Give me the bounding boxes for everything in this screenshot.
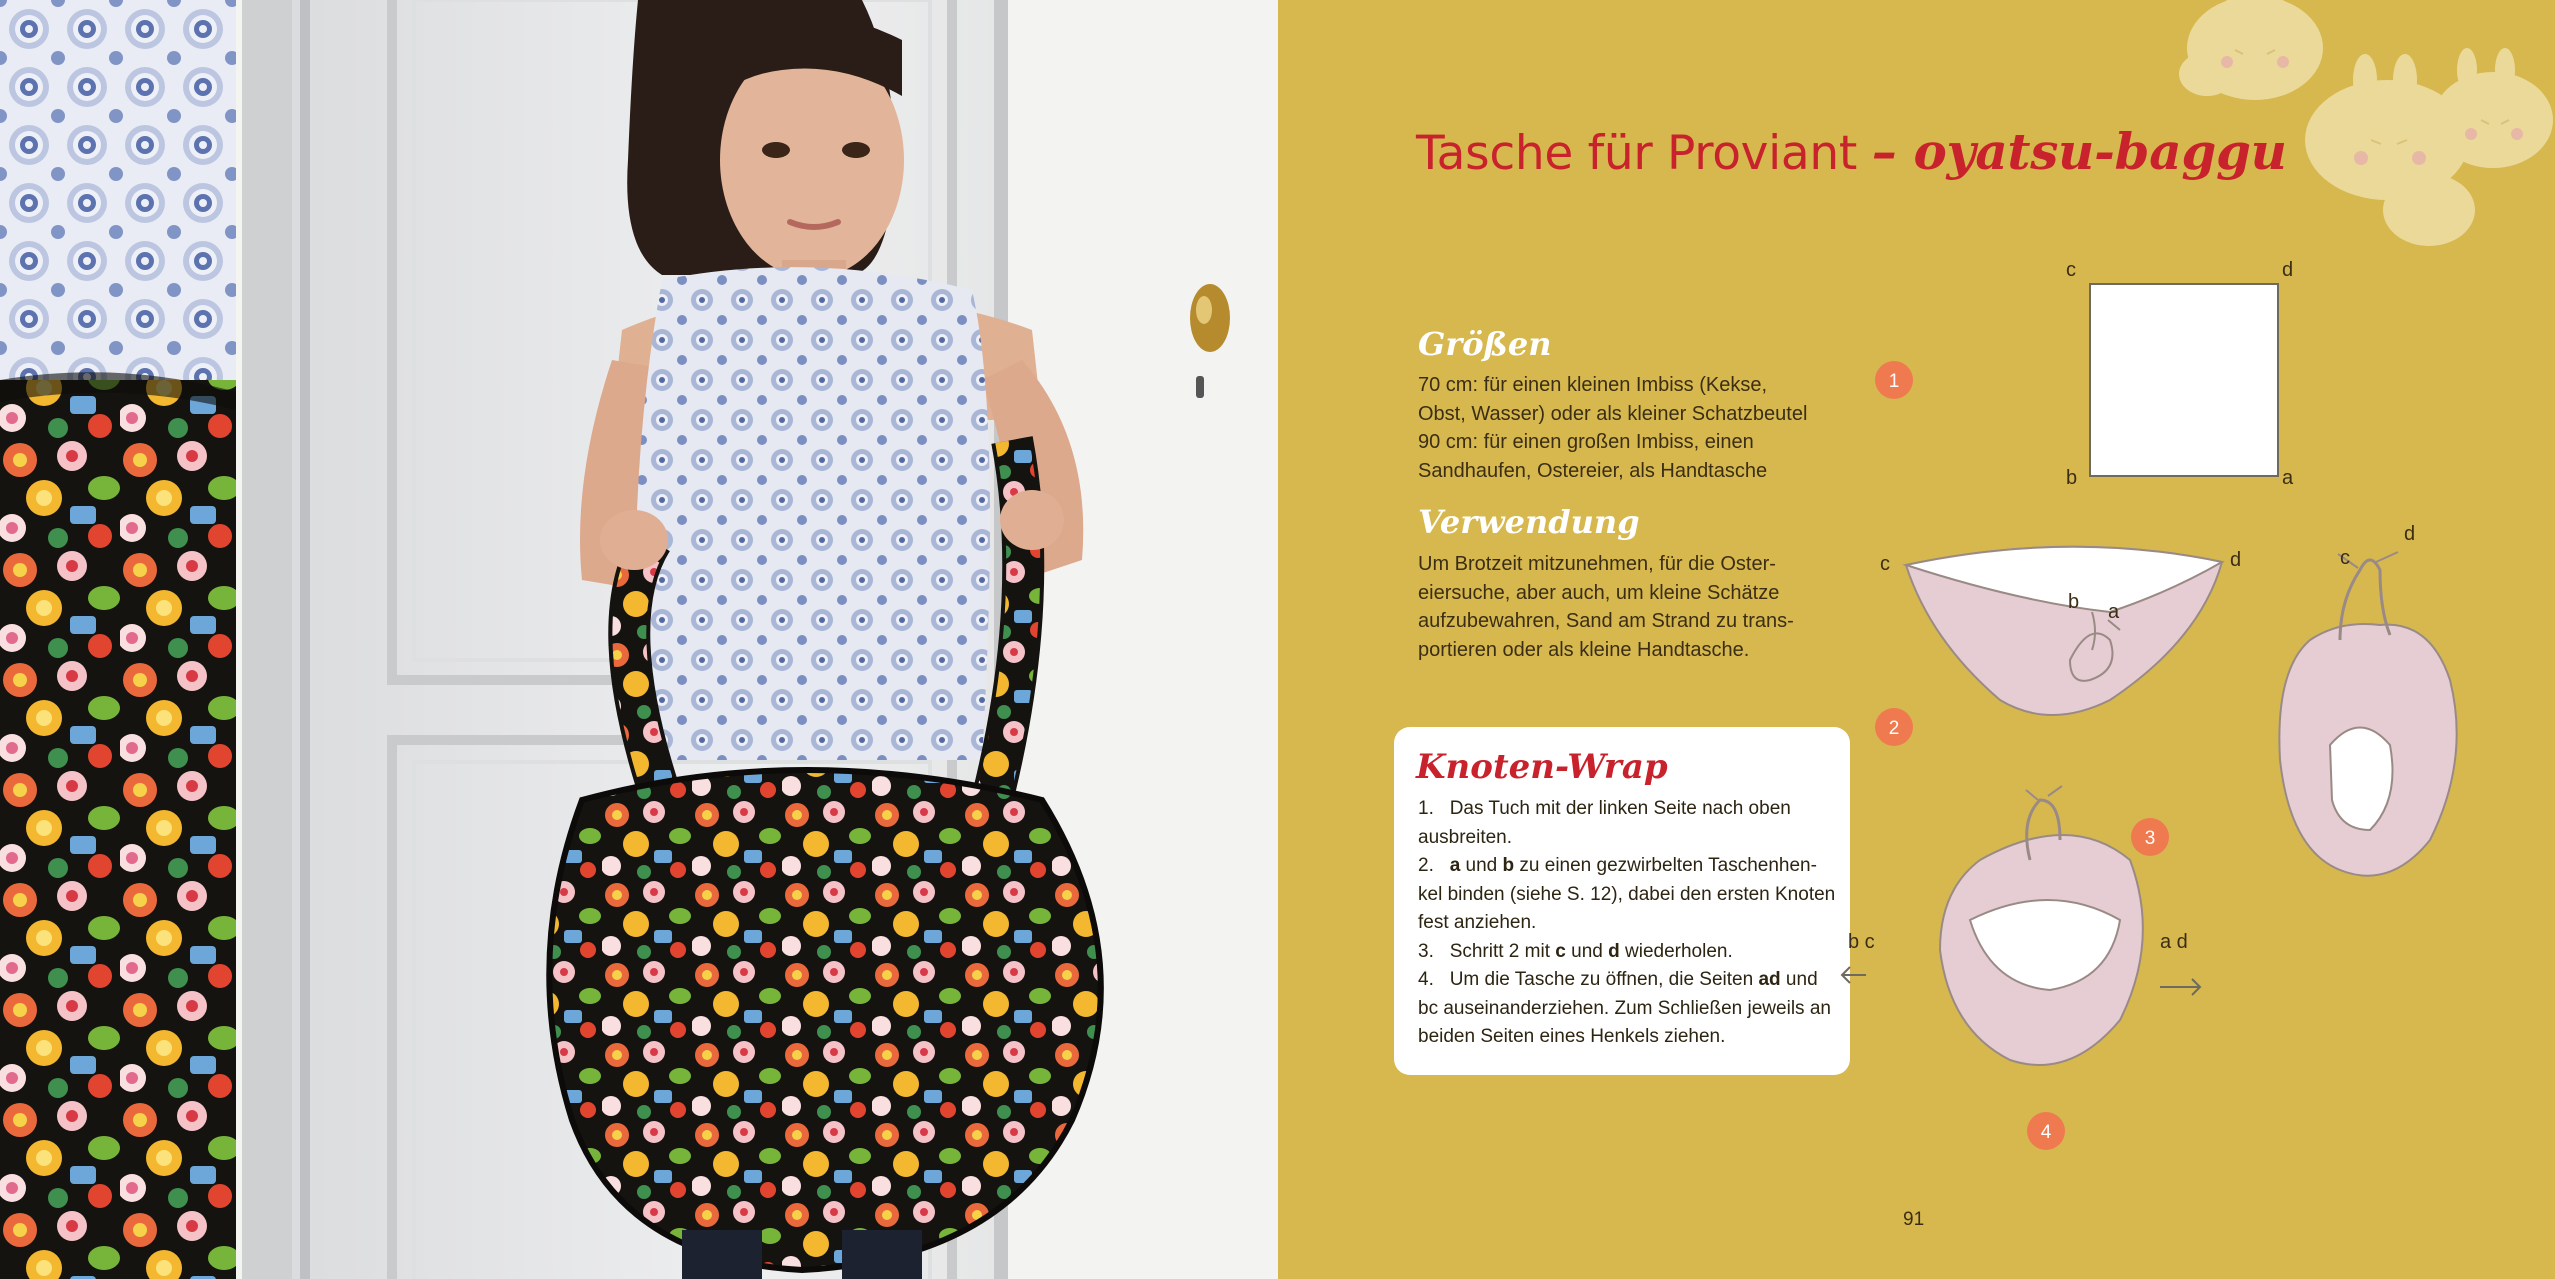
- girl-with-bag-photo: [242, 0, 1278, 1279]
- instruction-page: [1278, 0, 2555, 1279]
- knot-step-number: 1.: [1418, 798, 1450, 819]
- knot-step-line: beiden Seiten eines Henkels ziehen.: [1418, 1026, 1726, 1047]
- diagram-step-1: [2066, 259, 2294, 489]
- knot-step-line: 2. a und b zu einen gezwirbelten Taschenhen-: [1418, 855, 1817, 876]
- knot-step-number: 4.: [1418, 969, 1450, 990]
- knot-step-corner-ref: b: [1502, 855, 1515, 876]
- diagram-step-3: [2279, 523, 2456, 876]
- knot-step-number: 3.: [1418, 940, 1450, 962]
- page-number: 91: [1903, 1209, 1925, 1230]
- diagram-step-2: [1880, 547, 2241, 715]
- knot-wrap-box: [1394, 727, 1850, 1075]
- knot-step-line: 1. Das Tuch mit der linken Seite nach oben: [1418, 798, 1791, 819]
- knot-step-number: 2.: [1418, 855, 1450, 876]
- corner-label-d: d: [2282, 259, 2294, 281]
- knot-step-3: [1418, 938, 1838, 967]
- knot-wrap-heading: Knoten-Wrap: [1416, 747, 1668, 787]
- step-badge-number: 2: [1888, 718, 1900, 739]
- knot-step-line: ausbreiten.: [1418, 826, 1513, 848]
- knot-step-corner-ref: d: [1608, 940, 1620, 962]
- fabric-detail-photo: [0, 0, 236, 1279]
- sizes-line: Sandhaufen, Ostereier, als Handtasche: [1418, 459, 1768, 482]
- knot-step-1: [1418, 795, 1838, 852]
- sizes-line: Obst, Wasser) oder als kleiner Schatzbeutel: [1418, 402, 1808, 425]
- corner-label-d: d: [2404, 523, 2416, 545]
- step-badge-4: [2027, 1112, 2065, 1150]
- corner-label-b: b: [2068, 591, 2080, 613]
- corner-label-ad: a d: [2160, 931, 2188, 953]
- title-japanese-name: – oyatsu-baggu: [1871, 122, 2287, 181]
- usage-text: [1418, 550, 1858, 664]
- usage-heading: Verwendung: [1418, 503, 1640, 541]
- knot-step-corner-ref: ad: [1758, 969, 1781, 990]
- sizes-heading: Größen: [1418, 325, 1552, 363]
- sizes-line: 70 cm: für einen kleinen Imbiss (Kekse,: [1418, 374, 1768, 396]
- knot-step-line: fest anziehen.: [1418, 912, 1537, 933]
- step-badge-2: [1875, 708, 1913, 746]
- knot-step-line: 3. Schritt 2 mit c und d wiederholen.: [1418, 940, 1733, 962]
- page-title: [1416, 122, 2287, 181]
- usage-line: portieren oder als kleine Handtasche.: [1418, 638, 1750, 661]
- corner-label-c: c: [1880, 553, 1890, 575]
- corner-label-d: d: [2230, 549, 2242, 571]
- usage-line: Um Brotzeit mitzunehmen, für die Oster-: [1418, 553, 1776, 575]
- corner-label-a: a: [2282, 467, 2294, 489]
- corner-label-b: b: [2066, 467, 2078, 489]
- corner-label-bc: b c: [1848, 931, 1875, 953]
- corner-label-c: c: [2066, 259, 2076, 281]
- arrow-right-icon: [2160, 979, 2200, 995]
- folding-diagrams: [1848, 240, 2530, 1160]
- sizes-line: 90 cm: für einen großen Imbiss, einen: [1418, 431, 1754, 453]
- step-badge-number: 1: [1888, 371, 1900, 392]
- knot-step-4: [1418, 966, 1838, 1052]
- knot-step-corner-ref: c: [1555, 940, 1566, 962]
- corner-label-c: c: [2340, 547, 2350, 569]
- knot-wrap-steps: [1418, 795, 1838, 1052]
- corner-label-a: a: [2108, 601, 2120, 623]
- step-badge-3: [2131, 818, 2169, 856]
- knot-step-line: kel binden (siehe S. 12), dabei den ersten Knoten: [1418, 883, 1836, 905]
- knot-step-corner-ref: a: [1449, 855, 1461, 876]
- knot-step-2: [1418, 852, 1838, 938]
- title-main: Tasche für Proviant: [1416, 126, 1872, 181]
- sizes-text: [1418, 371, 1858, 485]
- knot-step-line: 4. Um die Tasche zu öffnen, die Seiten ad und: [1418, 969, 1818, 990]
- step-badge-number: 3: [2144, 828, 2156, 849]
- step-badge-number: 4: [2040, 1122, 2052, 1143]
- usage-line: eiersuche, aber auch, um kleine Schätze: [1418, 581, 1780, 604]
- step-badge-1: [1875, 361, 1913, 399]
- usage-line: aufzubewahren, Sand am Strand zu trans-: [1418, 610, 1794, 632]
- knot-step-line: bc auseinanderziehen. Zum Schließen jeweils an: [1418, 997, 1831, 1019]
